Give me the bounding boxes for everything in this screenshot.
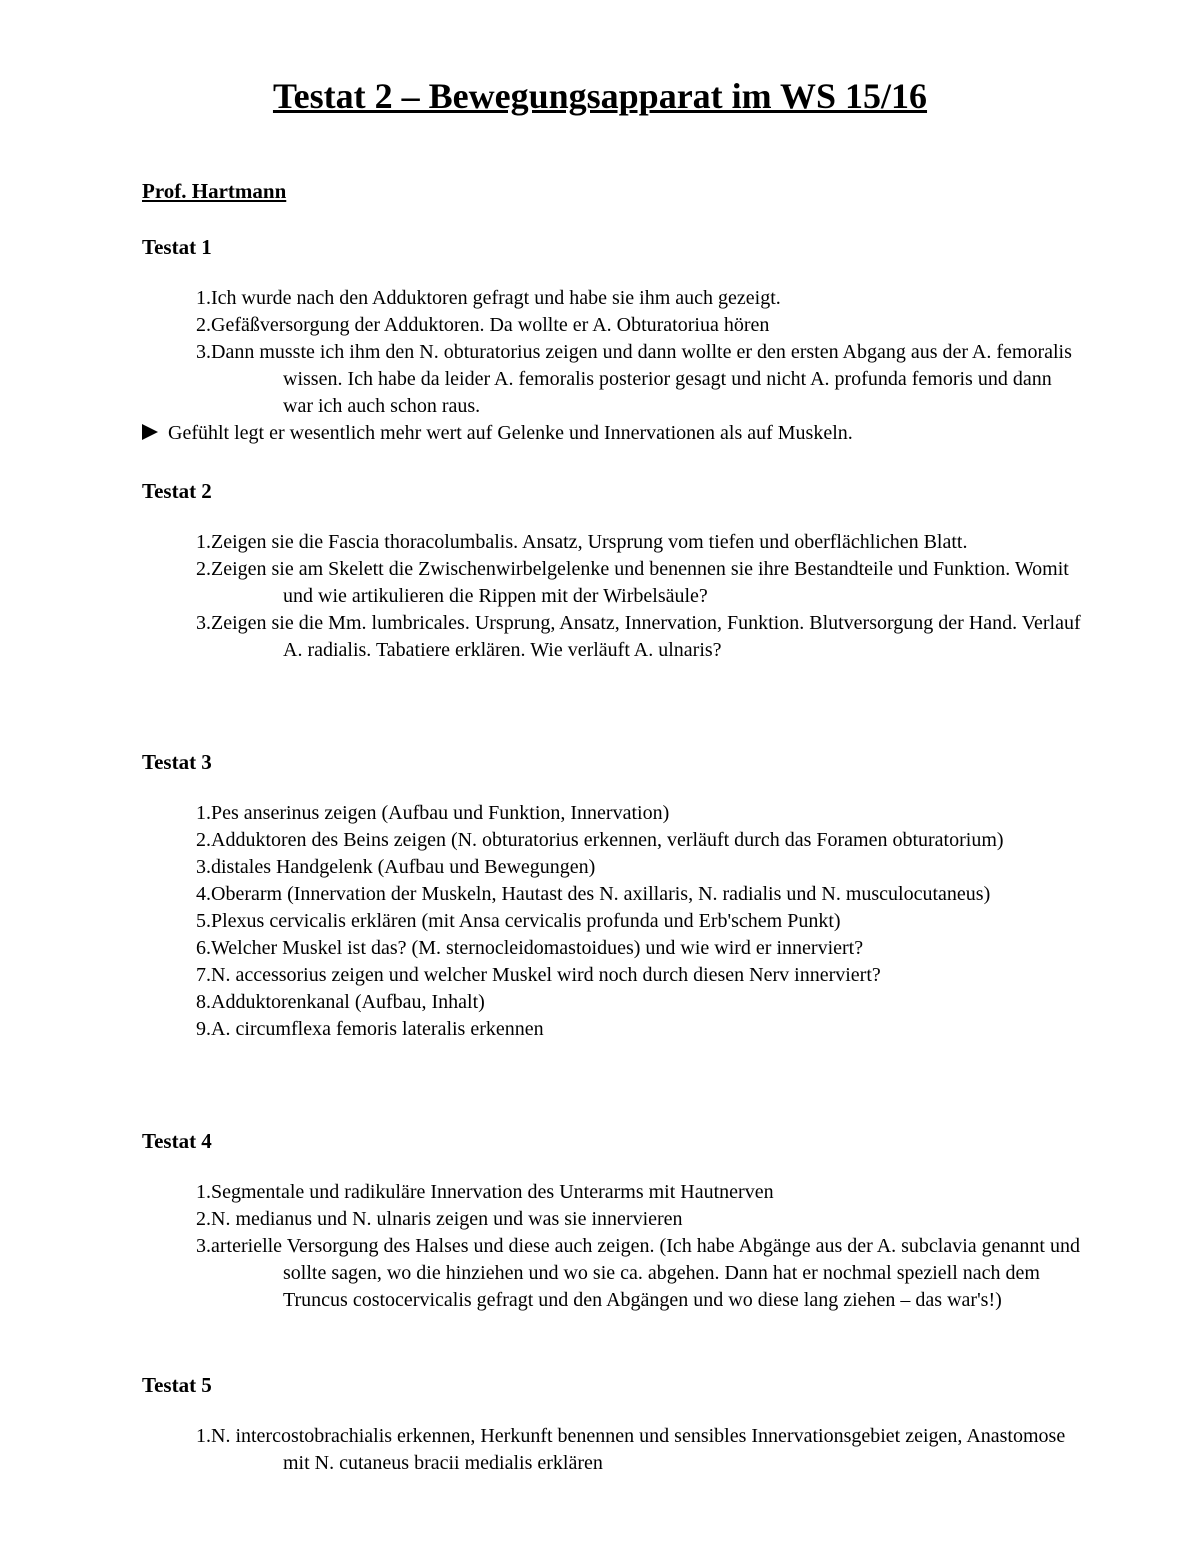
item-text: Ich wurde nach den Adduktoren gefragt und habe sie ihm auch gezeigt. — [211, 287, 781, 309]
list-item — [142, 1206, 1082, 1233]
item-number: 2. — [196, 829, 211, 851]
item-text: Pes anserinus zeigen (Aufbau und Funktion, Innervation) — [211, 802, 670, 824]
list-item — [142, 1423, 1082, 1477]
question-list — [142, 285, 1082, 420]
note-text: Gefühlt legt er wesentlich mehr wert auf Gelenke und Innervationen als auf Muskeln. — [168, 422, 853, 444]
list-item — [142, 881, 1082, 908]
item-number: 1. — [196, 287, 211, 309]
list-item — [142, 854, 1082, 881]
list-item — [142, 1016, 1082, 1043]
section-testat-3 — [142, 747, 1082, 1043]
item-text: Welcher Muskel ist das? (M. sternocleidomastoidues) und wie wird er innerviert? — [211, 937, 864, 959]
item-text: Adduktorenkanal (Aufbau, Inhalt) — [211, 991, 485, 1013]
item-number: 1. — [196, 531, 211, 553]
item-text: Plexus cervicalis erklären (mit Ansa cervicalis profunda und Erb'schem Punkt) — [211, 910, 841, 932]
question-list — [142, 1423, 1082, 1477]
item-number: 6. — [196, 937, 211, 959]
question-list — [142, 800, 1082, 1043]
item-text: Dann musste ich ihm den N. obturatorius zeigen und dann wollte er den ersten Abgang aus der A. femoralis wissen. Ich habe da leider A. femoralis posterior gesagt und nicht A. profunda femoris und dann war ich auch schon raus. — [211, 341, 1072, 417]
list-item — [142, 1179, 1082, 1206]
section-heading: Testat 5 — [142, 1373, 212, 1397]
item-text: Zeigen sie die Mm. lumbricales. Ursprung, Ansatz, Innervation, Funktion. Blutversorgung der Hand. Verlauf A. radialis. Tabatiere erklären. Wie verläuft A. ulnaris? — [211, 612, 1081, 661]
item-number: 3. — [196, 1235, 211, 1257]
item-number: 8. — [196, 991, 211, 1013]
section-testat-1 — [142, 232, 1082, 447]
question-list — [142, 1179, 1082, 1314]
section-testat-4 — [142, 1126, 1082, 1314]
list-item — [142, 989, 1082, 1016]
item-number: 1. — [196, 1181, 211, 1203]
item-number: 7. — [196, 964, 211, 986]
list-item — [142, 312, 1082, 339]
list-item — [142, 285, 1082, 312]
list-item — [142, 339, 1082, 420]
item-number: 1. — [196, 1425, 211, 1447]
item-number: 2. — [196, 558, 211, 580]
item-text: Oberarm (Innervation der Muskeln, Hautast des N. axillaris, N. radialis und N. musculocutaneus) — [211, 883, 991, 905]
question-list — [142, 529, 1082, 664]
author-heading: Prof. Hartmann — [142, 179, 287, 203]
item-number: 2. — [196, 1208, 211, 1230]
item-text: N. medianus und N. ulnaris zeigen und was sie innervieren — [211, 1208, 683, 1230]
list-item — [142, 610, 1082, 664]
list-item — [142, 935, 1082, 962]
item-text: Zeigen sie am Skelett die Zwischenwirbelgelenke und benennen sie ihre Bestandteile und Funktion. Womit und wie artikulieren die Rippen mit der Wirbelsäule? — [211, 558, 1069, 607]
list-item — [142, 529, 1082, 556]
item-number: 5. — [196, 910, 211, 932]
note-line — [142, 420, 1082, 447]
item-text: N. accessorius zeigen und welcher Muskel wird noch durch diesen Nerv innerviert? — [211, 964, 881, 986]
section-testat-2 — [142, 476, 1082, 664]
item-number: 2. — [196, 314, 211, 336]
list-item — [142, 908, 1082, 935]
list-item — [142, 1233, 1082, 1314]
arrow-right-icon — [142, 424, 158, 440]
list-item — [142, 556, 1082, 610]
item-text: Adduktoren des Beins zeigen (N. obturatorius erkennen, verläuft durch das Foramen obturatorium) — [211, 829, 1004, 851]
section-testat-5 — [142, 1370, 1082, 1477]
list-item — [142, 800, 1082, 827]
list-item — [142, 827, 1082, 854]
item-text: A. circumflexa femoris lateralis erkennen — [211, 1018, 544, 1040]
item-text: Gefäßversorgung der Adduktoren. Da wollte er A. Obturatoriua hören — [211, 314, 770, 336]
item-text: arterielle Versorgung des Halses und diese auch zeigen. (Ich habe Abgänge aus der A. subclavia genannt und sollte sagen, wo die hinziehen und wo sie ca. abgehen. Dann hat er nochmal speziell nach dem Truncus costocervicalis gefragt und den Abgängen und wo diese lang ziehen – das war's!) — [211, 1235, 1080, 1311]
item-number: 1. — [196, 802, 211, 824]
item-text: Segmentale und radikuläre Innervation des Unterarms mit Hautnerven — [211, 1181, 774, 1203]
section-heading: Testat 1 — [142, 235, 212, 259]
section-heading: Testat 3 — [142, 750, 212, 774]
section-heading: Testat 4 — [142, 1129, 212, 1153]
list-item — [142, 962, 1082, 989]
item-text: N. intercostobrachialis erkennen, Herkunft benennen und sensibles Innervationsgebiet zeigen, Anastomose mit N. cutaneus bracii medialis erklären — [211, 1425, 1066, 1474]
item-number: 3. — [196, 341, 211, 363]
item-number: 9. — [196, 1018, 211, 1040]
item-number: 3. — [196, 856, 211, 878]
item-number: 4. — [196, 883, 211, 905]
item-text: Zeigen sie die Fascia thoracolumbalis. Ansatz, Ursprung vom tiefen und oberflächlichen Blatt. — [211, 531, 968, 553]
section-heading: Testat 2 — [142, 479, 212, 503]
item-number: 3. — [196, 612, 211, 634]
document-title: Testat 2 – Bewegungsapparat im WS 15/16 — [272, 76, 928, 116]
item-text: distales Handgelenk (Aufbau und Bewegungen) — [211, 856, 596, 878]
